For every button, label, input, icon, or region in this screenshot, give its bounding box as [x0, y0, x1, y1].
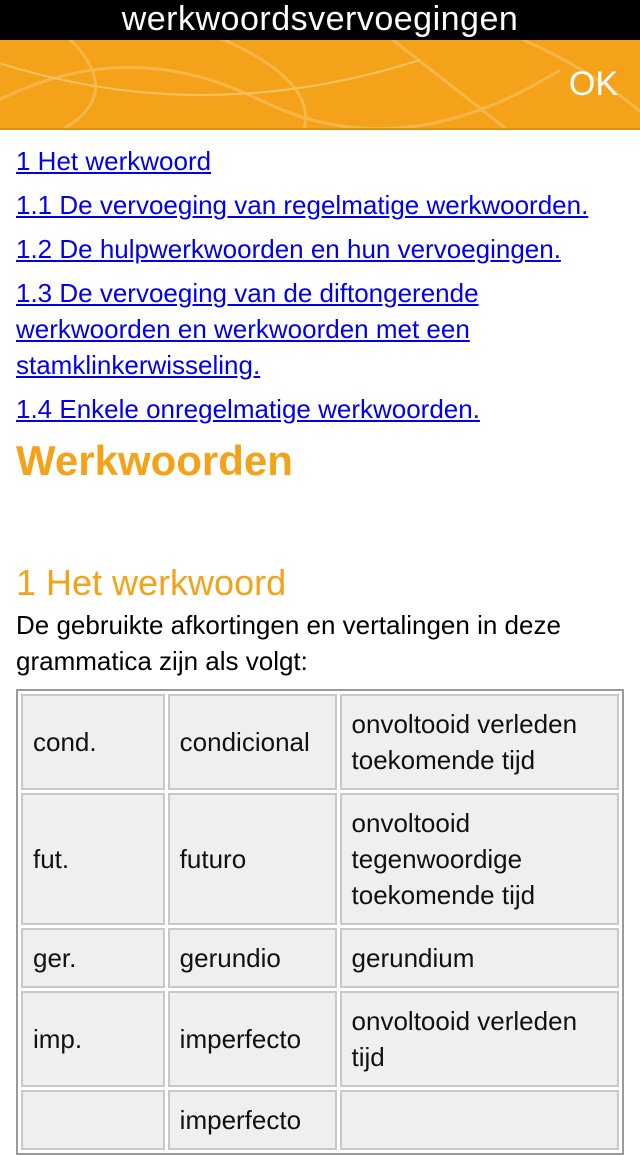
- app-title-bar: [0, 0, 640, 40]
- table-row: [21, 991, 619, 1087]
- content-area[interactable]: [16, 143, 626, 1155]
- table-row: [21, 793, 619, 925]
- header-decoration: [0, 40, 640, 128]
- spanish-cell: gerundio: [168, 928, 337, 988]
- table-row: [21, 1090, 619, 1150]
- spanish-cell: condicional: [168, 694, 337, 790]
- spanish-cell: futuro: [168, 793, 337, 925]
- page-title: Werkwoorden: [16, 437, 293, 484]
- toc-item: [16, 143, 626, 179]
- toc-link-onregelmatige[interactable]: 1.4 Enkele onregelmatige werkwoorden.: [16, 394, 480, 424]
- section-title: 1 Het werkwoord: [16, 562, 287, 603]
- app-title: werkwoordsvervoegingen: [121, 0, 519, 38]
- abbreviation-table: [16, 689, 624, 1155]
- toc-link-diftongerende[interactable]: 1.3 De vervoeging van de diftongerende werkwoorden en werkwoorden met een stamklinkerwisseling.: [16, 278, 479, 380]
- table-row: [21, 694, 619, 790]
- toc-link-hulpwerkwoorden[interactable]: 1.2 De hulpwerkwoorden en hun vervoegingen.: [16, 234, 561, 264]
- abbr-cell: imp.: [21, 991, 165, 1087]
- table-of-contents: [16, 143, 626, 427]
- ok-button[interactable]: OK: [568, 65, 618, 103]
- navigation-header: [0, 40, 640, 128]
- toc-item: [16, 275, 626, 383]
- toc-link-het-werkwoord[interactable]: 1 Het werkwoord: [16, 146, 212, 176]
- dutch-cell: onvoltooid verleden toekomende tijd: [340, 694, 619, 790]
- intro-paragraph: De gebruikte afkortingen en vertalingen in deze grammatica zijn als volgt:: [16, 610, 561, 676]
- table-row: [21, 928, 619, 988]
- toc-item: [16, 391, 626, 427]
- spanish-cell: imperfecto: [168, 1090, 337, 1150]
- abbr-cell: ger.: [21, 928, 165, 988]
- dutch-cell: onvoltooid verleden tijd: [340, 991, 619, 1087]
- abbr-cell: [21, 1090, 165, 1150]
- dutch-cell: onvoltooid tegenwoordige toekomende tijd: [340, 793, 619, 925]
- spanish-cell: imperfecto: [168, 991, 337, 1087]
- dutch-cell: gerundium: [340, 928, 619, 988]
- abbr-cell: cond.: [21, 694, 165, 790]
- toc-link-regelmatige[interactable]: 1.1 De vervoeging van regelmatige werkwoorden.: [16, 190, 589, 220]
- dutch-cell: [340, 1090, 619, 1150]
- toc-item: [16, 187, 626, 223]
- abbr-cell: fut.: [21, 793, 165, 925]
- toc-item: [16, 231, 626, 267]
- header-divider: [0, 128, 640, 130]
